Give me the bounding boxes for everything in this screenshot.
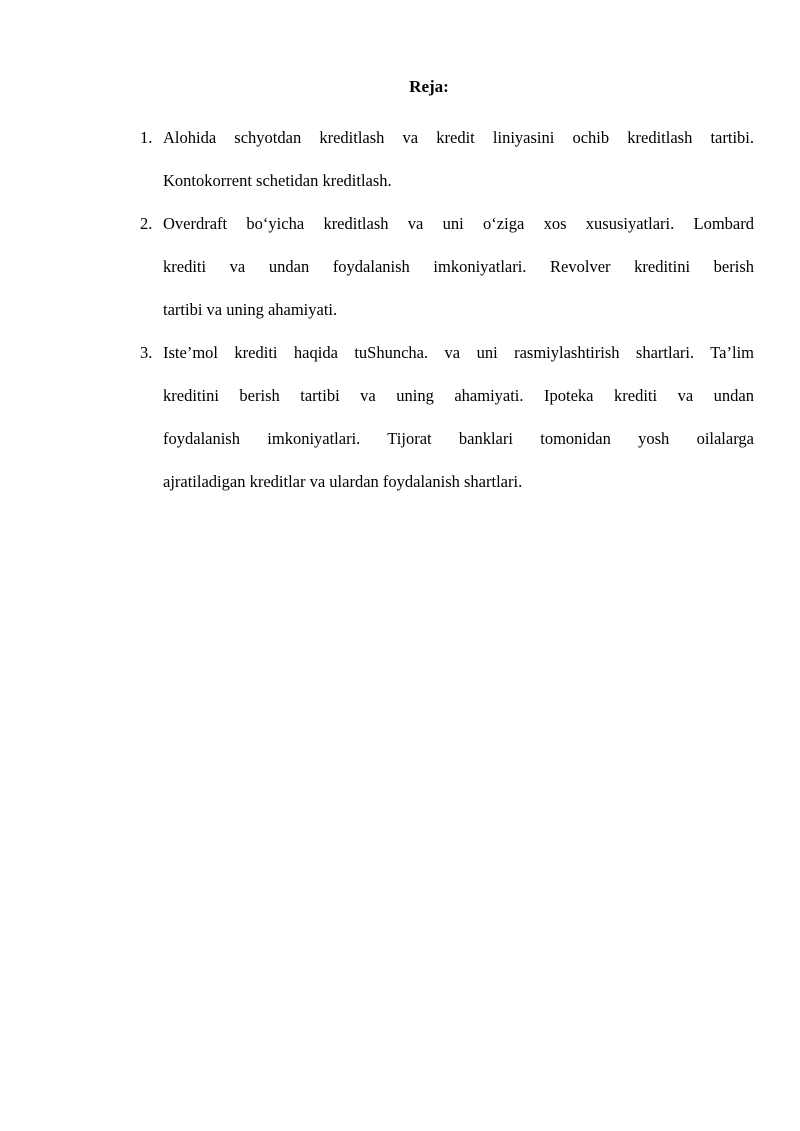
item-text-line: Alohida schyotdan kreditlash va kredit liniyasini ochib kreditlash tartibi.: [163, 128, 754, 147]
item-text-line: krediti va undan foydalanish imkoniyatlari. Revolver kreditini berish: [163, 257, 754, 276]
item-text-line: foydalanish imkoniyatlari. Tijorat banklari tomonidan yosh oilalarga: [163, 429, 754, 448]
item-number: 3.: [140, 343, 153, 362]
item-text-line: kreditini berish tartibi va uning ahamiyati. Ipoteka krediti va undan: [163, 386, 754, 405]
item-text-line: tartibi va uning ahamiyati.: [163, 300, 338, 319]
item-text-line: Kontokorrent schetidan kreditlash.: [163, 171, 392, 190]
item-number: 1.: [140, 128, 153, 147]
item-text-line: Overdraft bo‘yicha kreditlash va uni o‘ziga xos xususiyatlari. Lombard: [163, 214, 754, 233]
list-item: [140, 202, 754, 331]
list-item: [140, 116, 754, 202]
item-text-line: ajratiladigan kreditlar va ulardan foydalanish shartlari.: [163, 472, 523, 491]
plan-list: [140, 116, 754, 503]
page-title: Reja:: [409, 77, 449, 96]
list-item: [140, 331, 754, 503]
item-text-line: Iste’mol krediti haqida tuShuncha. va uni rasmiylashtirish shartlari. Ta’lim: [163, 343, 754, 362]
item-number: 2.: [140, 214, 153, 233]
